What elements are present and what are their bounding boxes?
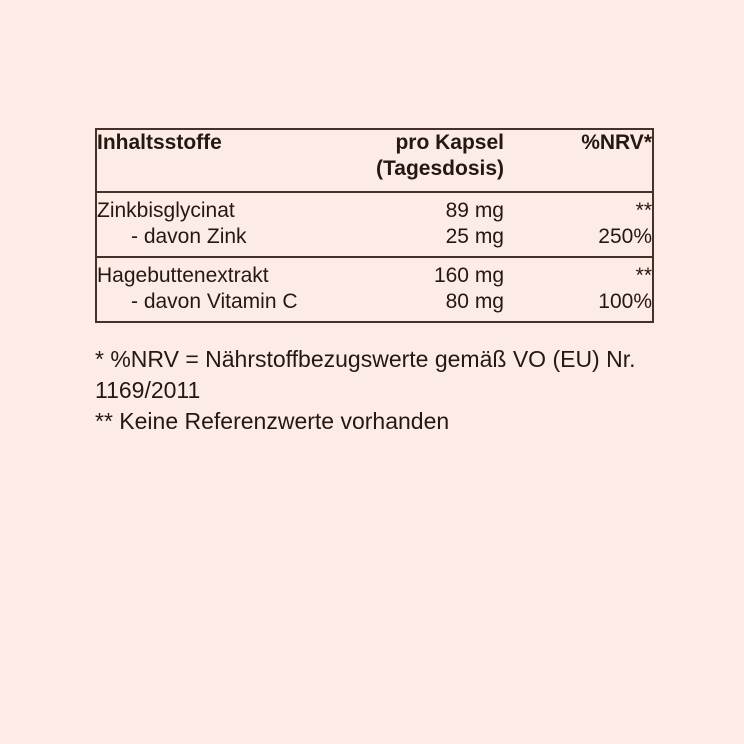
ingredient-amount: 160 mg [279, 257, 504, 289]
ingredient-nrv: 250% [598, 225, 652, 248]
ingredient-amount: 89 mg [279, 192, 504, 224]
nutrition-facts-table [95, 128, 654, 323]
column-header-per-capsule [279, 129, 504, 192]
table-row-hagebuttenextrakt [96, 257, 653, 289]
column-header-nrv: %NRV* [581, 131, 652, 154]
ingredient-amount: 80 mg [445, 290, 504, 313]
table-row-davon-vitamin-c [96, 289, 653, 322]
footnotes [95, 344, 665, 437]
ingredient-name: Hagebuttenextrakt [96, 257, 279, 289]
footnote-nrv-definition-line1: * %NRV = Nährstoffbezugswerte gemäß VO (EU) Nr. [95, 346, 636, 372]
ingredient-nrv: 100% [598, 290, 652, 313]
table-row-zinkbisglycinat [96, 192, 653, 224]
per-capsule-line2: (Tagesdosis) [376, 157, 504, 180]
table-body [96, 192, 653, 322]
header-row [96, 129, 653, 192]
footnote-no-reference-values: ** Keine Referenzwerte vorhanden [95, 408, 450, 434]
ingredient-name: - davon Zink [131, 225, 247, 248]
per-capsule-line1: pro Kapsel [395, 131, 504, 154]
ingredient-nrv: ** [504, 257, 653, 289]
ingredient-nrv: ** [504, 192, 653, 224]
table-row-davon-zink [96, 224, 653, 257]
table-header [96, 129, 653, 192]
ingredient-name: - davon Vitamin C [131, 290, 298, 313]
ingredient-name: Zinkbisglycinat [96, 192, 279, 224]
footnote-nrv-definition-line2: 1169/2011 [95, 377, 201, 403]
column-header-ingredients: Inhaltsstoffe [97, 131, 222, 154]
ingredient-amount: 25 mg [445, 225, 504, 248]
